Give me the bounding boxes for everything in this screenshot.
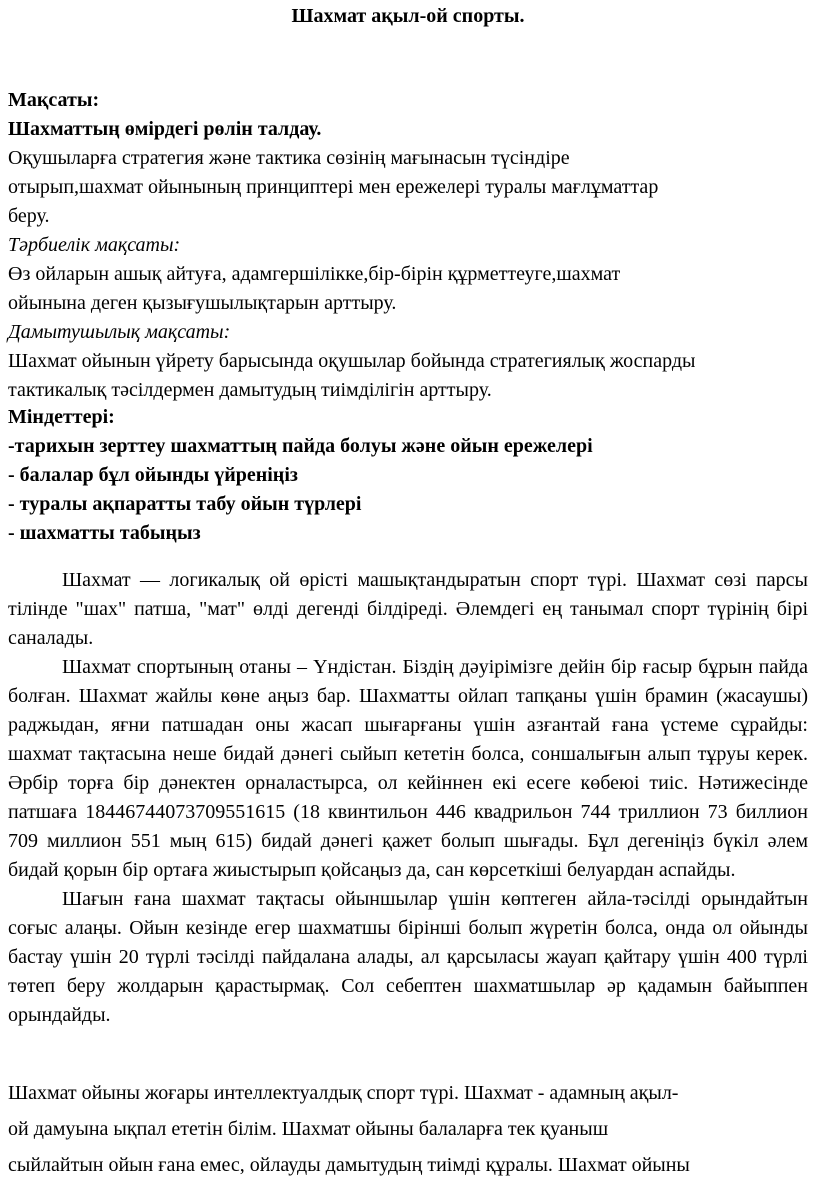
task-item: - шахматты табыңыз [8, 522, 201, 544]
paragraph-1: Шахмат — логикалық ой өрісті машықтандыратын спорт түрі. Шахмат сөзі парсы тілінде "шах" патша, "мат" өлді дегенді білдіреді. Әлемдегі ең танымал спорт түрінің бірі саналады. [8, 569, 808, 649]
edu-text-line: беру. [8, 205, 50, 227]
aims-subheading: Шахматтың өмірдегі рөлін талдау. [8, 118, 322, 140]
paragraph-4 [8, 1075, 806, 1183]
task-item: - балалар бұл ойынды үйреніңіз [8, 464, 298, 486]
development-heading: Дамытушылық мақсаты: [8, 321, 231, 343]
paragraph-2: Шахмат спортының отаны – Үндістан. Біздің дәуірімізге дейін бір ғасыр бұрын пайда болған. Шахмат жайлы көне аңыз бар. Шахматты ойлап тапқаны үшін брамин (жасаушы) раджыдан, яғни патшадан оны жасап шығарғаны үшін азғантай ғана үстеме сұрайды: шахмат тақтасына неше бидай дәнегі сыйып кететін болса, соншалығын алып тұруы керек. Әрбір торға бір дәнектен орналастырса, ол кейіннен екі есеге көбеюі тиіс. Нәтижесінде патшаға 18446744073709551615 (18 квинтильон 446 квадрильон 744 триллион 73 биллион 709 миллион 551 мың 615) бидай дәнегі қажет болып шығады. Бұл дегеніңіз бүкіл әлем бидай қорын бір ортаға жиыстырып қойсаңыз да, сан көрсеткіші белуардан аспайды. [8, 656, 808, 881]
aims-section [8, 86, 806, 405]
upbringing-text-line: Өз ойларын ашық айтуға, адамгершілікке,бір-бірін құрметтеуге,шахмат [8, 263, 621, 285]
upbringing-heading: Тәрбиелік мақсаты: [8, 234, 181, 256]
edu-text-line: Оқушыларға стратегия және тактика сөзінің мағынасын түсіндіре [8, 147, 570, 169]
development-text-line: тактикалық тәсілдермен дамытудың тиімділігін арттыру. [8, 379, 492, 401]
paragraph-4-line: Шахмат ойыны жоғары интеллектуалдық спорт түрі. Шахмат - адамның ақыл- [8, 1082, 679, 1104]
edu-text-line: отырып,шахмат ойынының принциптері мен ережелері туралы мағлұматтар [8, 176, 659, 198]
paragraph-4-line: ой дамуына ықпал ететін білім. Шахмат ойыны балаларға тек қуаныш [8, 1118, 609, 1140]
paragraph-4-line: сыйлайтын ойын ғана емес, ойлауды дамытудың тиімді құралы. Шахмат ойыны [8, 1154, 690, 1176]
development-text-line: Шахмат ойынын үйрету барысында оқушылар бойында стратегиялық жоспарды [8, 350, 696, 372]
task-item: -тарихын зерттеу шахматтың пайда болуы және ойын ережелері [8, 435, 593, 457]
tasks-heading: Міндеттері: [8, 406, 115, 428]
tasks-section [8, 403, 806, 548]
upbringing-text-line: ойынына деген қызығушылықтарын арттыру. [8, 292, 397, 314]
body-text [8, 566, 808, 1030]
task-item: - туралы ақпаратты табу ойын түрлері [8, 493, 362, 515]
document-title: Шахмат ақыл-ой спорты. [291, 5, 525, 27]
paragraph-3: Шағын ғана шахмат тақтасы ойыншылар үшін көптеген айла-тәсілді орындайтын соғыс алаңы. Ойын кезінде егер шахматшы бірінші болып жүретін болса, онда ол ойынды бастау үшін 20 түрлі тәсілді пайдалана алады, ал қарсыласы жауап қайтару үшін 400 түрлі төтеп беру жолдарын қарастырмақ. Сол себептен шахматшылар әр қадамын байыппен орындайды. [8, 888, 808, 1026]
aims-heading: Мақсаты: [8, 89, 100, 111]
